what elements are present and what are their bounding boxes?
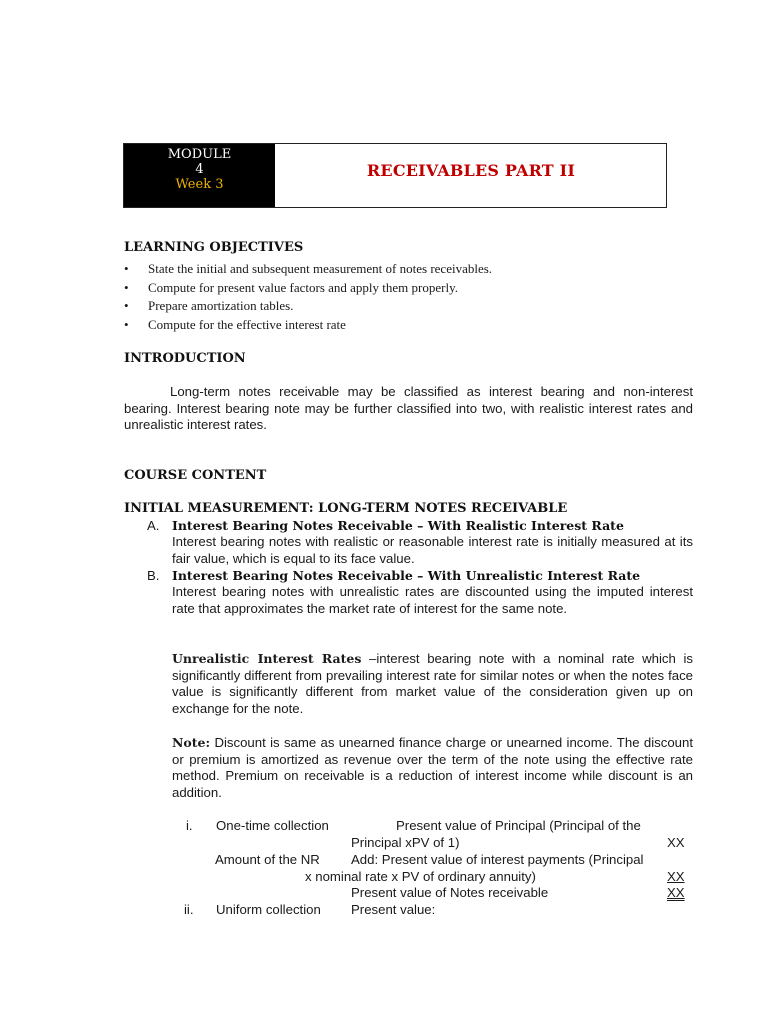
- pv-notes-amount: XX: [667, 885, 685, 900]
- objective-item: • Prepare amortization tables.: [124, 297, 684, 316]
- initial-measurement-heading: INITIAL MEASUREMENT: LONG-TERM NOTES RECEIVABLE: [124, 501, 568, 516]
- bullet-icon: •: [124, 261, 129, 276]
- pv-principal-amount: XX: [667, 835, 685, 850]
- objectives-heading: LEARNING OBJECTIVES: [124, 240, 304, 255]
- bullet-icon: •: [124, 279, 129, 295]
- item-b-text: Interest bearing notes with unrealistic rates are discounted using the imputed interest rate that approximates the market rate of interest for the same note.: [172, 584, 693, 616]
- objective-item: • Compute for present value factors and apply them properly.: [124, 279, 684, 298]
- introduction-paragraph: Long-term notes receivable may be classified as interest bearing and non-interest bearing. Interest bearing note may be further classified into two, with realistic interest rates and unrealistic interest rates.: [124, 384, 693, 433]
- pv-notes-label: Present value of Notes receivable: [351, 885, 549, 900]
- item-a-letter: A.: [147, 518, 160, 533]
- week-label: Week 3: [175, 177, 224, 192]
- uniform-collection-label: Uniform collection: [216, 902, 321, 917]
- objectives-list: [124, 260, 684, 334]
- page-title: RECEIVABLES PART II: [366, 161, 576, 180]
- computation-i-label: i.: [186, 818, 193, 833]
- note-paragraph: Note: Discount is same as unearned finance charge or unearned income. The discount or premium is amortized as revenue over the term of the note using the effective rate method. Premium on receivable is a reduction of interest income while discount is an addition.: [172, 735, 693, 801]
- bullet-icon: •: [124, 316, 129, 332]
- pv-principal-line1: Present value of Principal (Principal of the: [396, 818, 641, 833]
- amount-of-nr-label: Amount of the NR: [215, 852, 320, 867]
- course-content-heading: COURSE CONTENT: [124, 468, 267, 483]
- bullet-icon: •: [124, 298, 129, 313]
- module-number: 4: [195, 162, 204, 177]
- pv-interest-amount: XX: [667, 869, 685, 884]
- pv-interest-line1: Add: Present value of interest payments (Principal: [351, 852, 644, 867]
- objective-item: • State the initial and subsequent measurement of notes receivables.: [124, 260, 684, 279]
- present-value-label: Present value:: [351, 902, 436, 917]
- note-label: Note:: [172, 735, 211, 750]
- one-time-collection-label: One-time collection: [216, 818, 329, 833]
- item-b-letter: B.: [147, 568, 160, 583]
- title-cell: [276, 144, 666, 207]
- objective-item: • Compute for the effective interest rate: [124, 316, 684, 335]
- item-b-title: Interest Bearing Notes Receivable – With Unrealistic Interest Rate: [172, 568, 641, 583]
- pv-interest-line2: x nominal rate x PV of ordinary annuity): [305, 869, 536, 884]
- module-badge: [124, 144, 275, 207]
- unrealistic-term: Unrealistic Interest Rates: [172, 651, 362, 666]
- introduction-heading: INTRODUCTION: [124, 351, 246, 366]
- computation-ii-label: ii.: [184, 902, 194, 917]
- module-label: MODULE: [167, 147, 232, 162]
- item-a-text: Interest bearing notes with realistic or reasonable interest rate is initially measured at its fair value, which is equal to its face value.: [172, 534, 693, 566]
- pv-principal-line2: Principal xPV of 1): [351, 835, 460, 850]
- item-a-title: Interest Bearing Notes Receivable – With Realistic Interest Rate: [172, 518, 624, 533]
- unrealistic-paragraph: Unrealistic Interest Rates –interest bearing note with a nominal rate which is significantly different from prevailing interest rate for similar notes or when the notes face value is significantly different from market value of the consideration given up on exchange for the note.: [172, 651, 693, 717]
